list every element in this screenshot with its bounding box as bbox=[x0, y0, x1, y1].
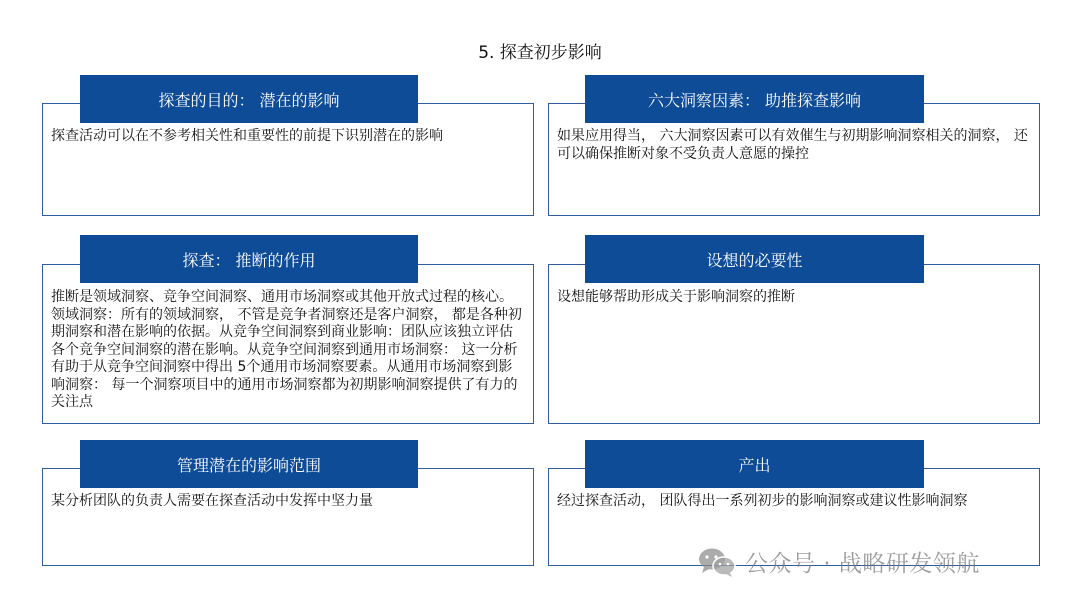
card-body: 如果应用得当， 六大洞察因素可以有效催生与初期影响洞察相关的洞察， 还可以确保推断对象不受负责人意愿的操控 bbox=[557, 128, 1028, 162]
card-body: 经过探查活动， 团队得出一系列初步的影响洞察或建议性影响洞察 bbox=[557, 493, 968, 509]
card-body: 某分析团队的负责人需要在探查活动中发挥中坚力量 bbox=[51, 493, 373, 509]
card-body: 设想能够帮助形成关于影响洞察的推断 bbox=[557, 289, 795, 305]
card-header-impact-scope: 管理潜在的影响范围 bbox=[80, 440, 418, 488]
card-body: 探查活动可以在不参考相关性和重要性的前提下识别潜在的影响 bbox=[51, 128, 443, 144]
card-header-output: 产出 bbox=[585, 440, 924, 488]
card-inference bbox=[42, 264, 534, 424]
page-title: 5. 探查初步影响 bbox=[478, 43, 602, 63]
watermark-text: 公众号 · 战略研发领航 bbox=[745, 551, 980, 577]
card-header-six-factors: 六大洞察因素： 助推探查影响 bbox=[585, 75, 924, 123]
card-assumption bbox=[548, 264, 1040, 424]
card-header-inference: 探查： 推断的作用 bbox=[80, 235, 418, 283]
card-header-purpose: 探查的目的： 潜在的影响 bbox=[80, 75, 418, 123]
watermark bbox=[697, 545, 980, 578]
card-header-assumption: 设想的必要性 bbox=[585, 235, 924, 283]
card-body: 推断是领域洞察、竞争空间洞察、通用市场洞察或其他开放式过程的核心。领域洞察：所有的领域洞察， 不管是竞争者洞察还是客户洞察， 都是各种初期洞察和潜在影响的依据。从竞争空间洞察到商业影响：团队应该独立评估各个竞争空间洞察的潜在影响。从竞争空间洞察到通用市场洞察： 这一分析有助于从竞争空间洞察中得出 5个通用市场洞察要素。从通用市场洞察到影响洞察： 每一个洞察项目中的通用市场洞察都为初期影响洞察提供了有力的关注点 bbox=[51, 289, 522, 410]
wechat-icon bbox=[697, 546, 737, 578]
